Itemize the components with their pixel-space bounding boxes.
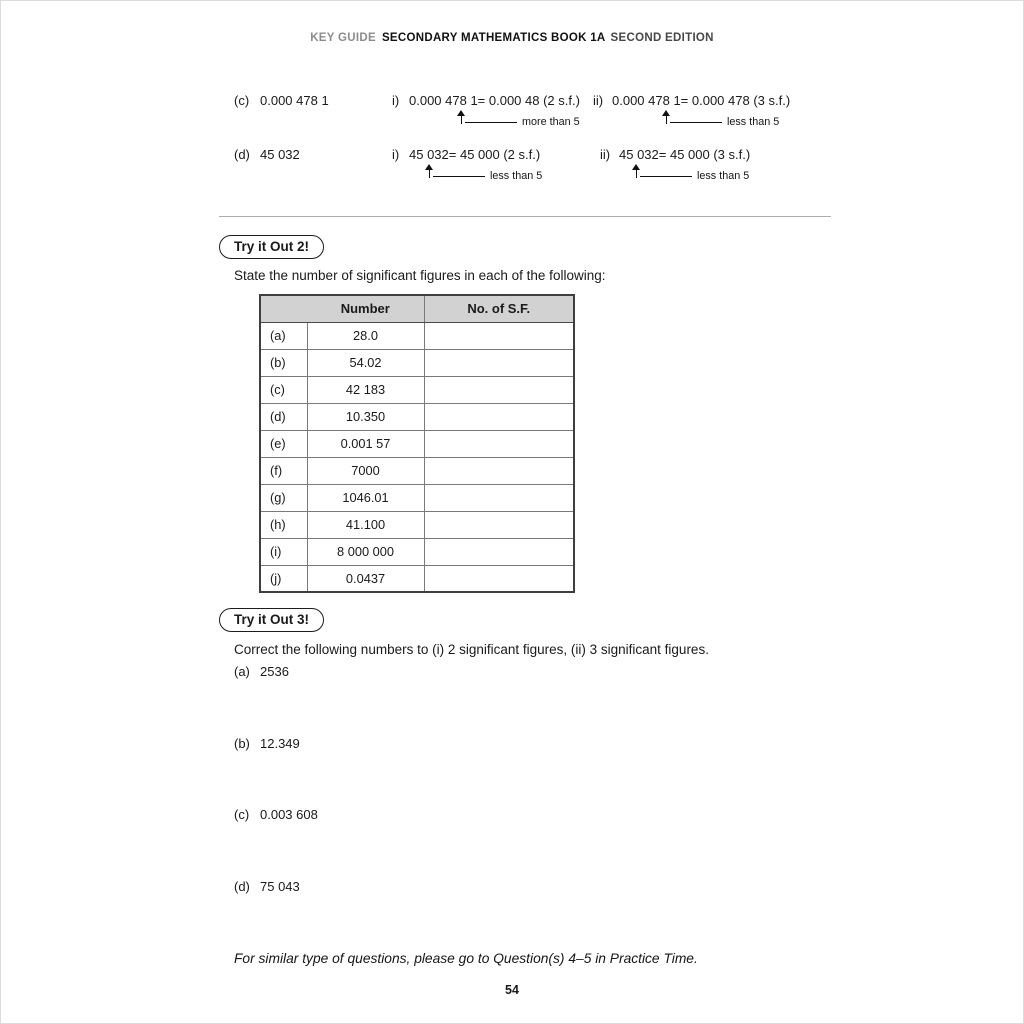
row-label: (b): [260, 349, 307, 376]
row-label: (c): [260, 376, 307, 403]
item-value: 12.349: [260, 736, 300, 751]
exercise-item-c: [1, 807, 1023, 827]
callout-note: less than 5: [727, 116, 780, 128]
row-label: (i): [260, 538, 307, 565]
callout-note: more than 5: [522, 116, 580, 128]
row-label: (a): [260, 322, 307, 349]
table-row: [260, 403, 574, 430]
table-row: [260, 349, 574, 376]
item-label: (c): [234, 807, 250, 822]
exercise-item-b: [1, 736, 1023, 756]
part-roman: i): [392, 93, 400, 108]
row-number: 1046.01: [307, 484, 424, 511]
callout-note: less than 5: [490, 170, 543, 182]
header-edition: SECOND EDITION: [610, 32, 714, 44]
table-row: [260, 322, 574, 349]
try-it-out-2-badge: Try it Out 2!: [219, 235, 324, 259]
part-equation: 0.000 478 1= 0.000 48 (2 s.f.): [409, 93, 580, 108]
row-number: 54.02: [307, 349, 424, 376]
item-label: (d): [234, 879, 250, 894]
row-number: 28.0: [307, 322, 424, 349]
exercise-item-a: [1, 664, 1023, 684]
callout-line: [670, 122, 722, 123]
row-sf-blank: [424, 376, 574, 403]
item-label: (a): [234, 664, 250, 679]
part-roman: ii): [593, 93, 604, 108]
try-it-out-3-badge: Try it Out 3!: [219, 608, 324, 632]
part-roman: ii): [600, 147, 611, 162]
page-number: 54: [505, 983, 519, 997]
item-value: 75 043: [260, 879, 300, 894]
example-value: 0.000 478 1: [260, 93, 329, 108]
table-row: [260, 511, 574, 538]
example-value: 45 032: [260, 147, 300, 162]
row-sf-blank: [424, 484, 574, 511]
table-row: [260, 457, 574, 484]
row-number: 8 000 000: [307, 538, 424, 565]
row-label: (f): [260, 457, 307, 484]
row-number: 42 183: [307, 376, 424, 403]
header-key-guide: KEY GUIDE: [310, 32, 376, 44]
example-label: (c): [234, 93, 250, 108]
row-sf-blank: [424, 430, 574, 457]
row-label: (j): [260, 565, 307, 592]
practice-time-note: For similar type of questions, please go to Question(s) 4–5 in Practice Time.: [234, 951, 698, 966]
example-row-d: [1, 147, 1023, 167]
callout-line: [465, 122, 517, 123]
row-sf-blank: [424, 538, 574, 565]
row-number: 7000: [307, 457, 424, 484]
row-label: (e): [260, 430, 307, 457]
row-number: 0.001 57: [307, 430, 424, 457]
example-row-c: [1, 93, 1023, 113]
row-sf-blank: [424, 403, 574, 430]
row-number: 10.350: [307, 403, 424, 430]
significant-figures-table: [259, 294, 575, 593]
row-label: (g): [260, 484, 307, 511]
page-header: [1, 32, 1023, 44]
try-it-out-2-instruction: State the number of significant figures in each of the following:: [234, 268, 606, 283]
part-equation: 0.000 478 1= 0.000 478 (3 s.f.): [612, 93, 791, 108]
exercise-item-d: [1, 879, 1023, 899]
row-sf-blank: [424, 565, 574, 592]
try-it-out-3-instruction: Correct the following numbers to (i) 2 significant figures, (ii) 3 significant figures.: [234, 642, 709, 657]
row-number: 0.0437: [307, 565, 424, 592]
section-divider: [219, 216, 831, 217]
item-value: 0.003 608: [260, 807, 318, 822]
table-row: [260, 376, 574, 403]
row-sf-blank: [424, 322, 574, 349]
row-label: (d): [260, 403, 307, 430]
callout-note: less than 5: [697, 170, 750, 182]
column-header-number: Number: [260, 295, 424, 322]
callout-line: [433, 176, 485, 177]
row-number: 41.100: [307, 511, 424, 538]
table-row: [260, 484, 574, 511]
table-row: [260, 565, 574, 592]
item-value: 2536: [260, 664, 289, 679]
item-label: (b): [234, 736, 250, 751]
row-label: (h): [260, 511, 307, 538]
table-header-row: [260, 295, 574, 322]
row-sf-blank: [424, 457, 574, 484]
table-row: [260, 430, 574, 457]
column-header-sf: No. of S.F.: [424, 295, 574, 322]
header-book-title: SECONDARY MATHEMATICS BOOK 1A: [381, 32, 606, 44]
table-row: [260, 538, 574, 565]
part-equation: 45 032= 45 000 (3 s.f.): [619, 147, 751, 162]
row-sf-blank: [424, 511, 574, 538]
callout-line: [640, 176, 692, 177]
example-label: (d): [234, 147, 250, 162]
part-roman: i): [392, 147, 400, 162]
part-equation: 45 032= 45 000 (2 s.f.): [409, 147, 541, 162]
row-sf-blank: [424, 349, 574, 376]
